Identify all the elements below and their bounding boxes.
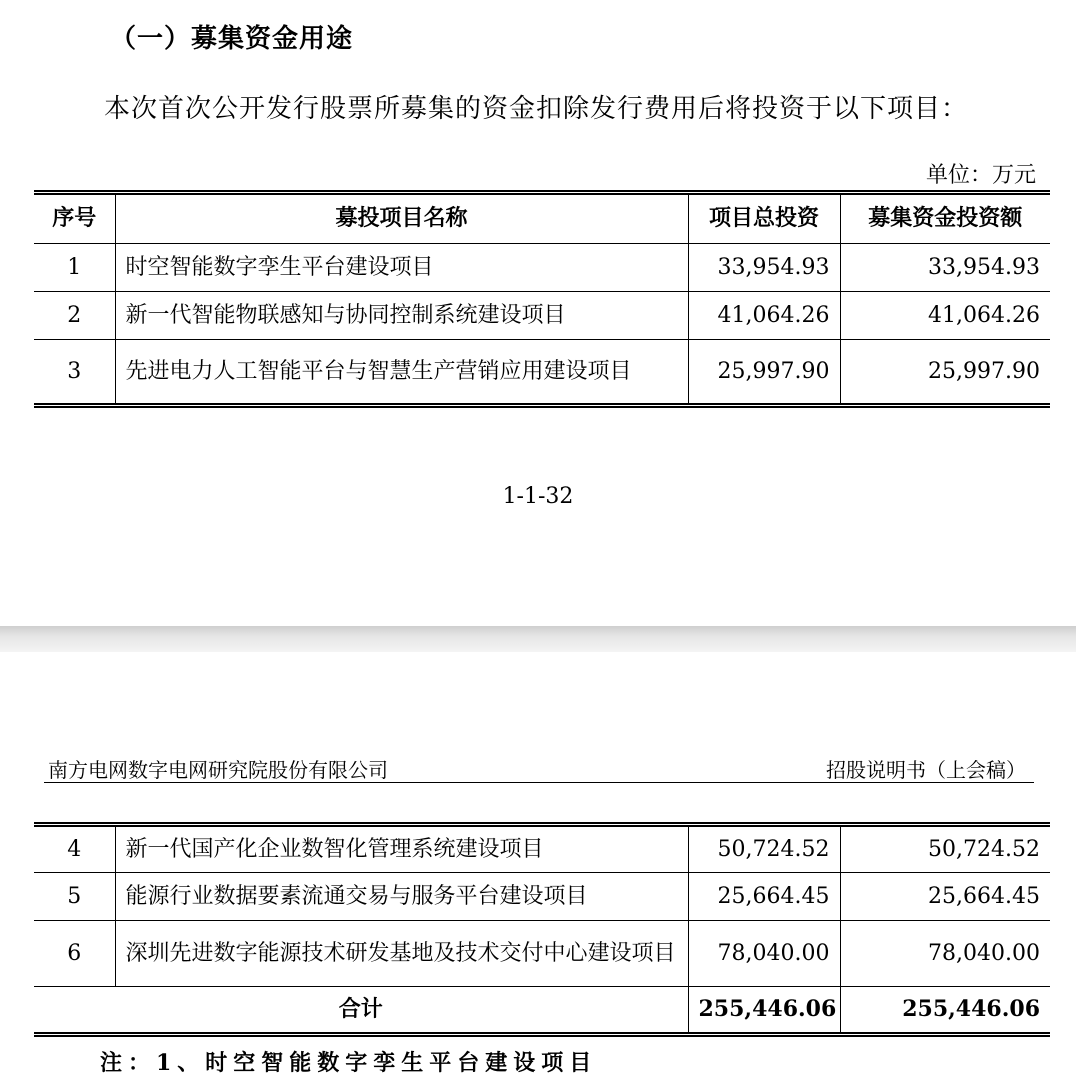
row-raised: 78,040.00 xyxy=(840,921,1050,987)
row-project-name: 先进电力人工智能平台与智慧生产营销应用建设项目 xyxy=(115,340,688,406)
intro-paragraph: 本次首次公开发行股票所募集的资金扣除发行费用后将投资于以下项目： xyxy=(104,94,969,124)
table-row xyxy=(34,873,1050,921)
row-no: 1 xyxy=(34,244,115,292)
row-total: 33,954.93 xyxy=(688,244,840,292)
row-total: 25,997.90 xyxy=(688,340,840,406)
header-rule xyxy=(44,782,1034,783)
footnote-partial: 注：1、时空智能数字孪生平台建设项目 xyxy=(100,1050,598,1076)
row-no: 3 xyxy=(34,340,115,406)
page-separator xyxy=(0,626,1076,652)
table-row xyxy=(34,292,1050,340)
row-raised: 41,064.26 xyxy=(840,292,1050,340)
header-raised-investment: 募集资金投资额 xyxy=(840,193,1050,244)
table-row xyxy=(34,921,1050,987)
row-total: 50,724.52 xyxy=(688,825,840,873)
row-raised: 25,664.45 xyxy=(840,873,1050,921)
header-document-type: 招股说明书（上会稿） xyxy=(826,758,1026,782)
row-project-name: 深圳先进数字能源技术研发基地及技术交付中心建设项目 xyxy=(115,921,688,987)
row-raised: 50,724.52 xyxy=(840,825,1050,873)
table-row xyxy=(34,825,1050,873)
row-total: 25,664.45 xyxy=(688,873,840,921)
page-number: 1-1-32 xyxy=(502,484,574,509)
row-no: 4 xyxy=(34,825,115,873)
table-row xyxy=(34,244,1050,292)
total-label: 合计 xyxy=(34,987,688,1035)
total-investment-sum: 255,446.06 xyxy=(688,987,840,1035)
row-project-name: 时空智能数字孪生平台建设项目 xyxy=(115,244,688,292)
header-company-name: 南方电网数字电网研究院股份有限公司 xyxy=(48,758,388,782)
header-total-investment: 项目总投资 xyxy=(688,193,840,244)
row-project-name: 新一代智能物联感知与协同控制系统建设项目 xyxy=(115,292,688,340)
row-no: 6 xyxy=(34,921,115,987)
table-header-row xyxy=(34,193,1050,244)
row-raised: 25,997.90 xyxy=(840,340,1050,406)
header-no: 序号 xyxy=(34,193,115,244)
header-project-name: 募投项目名称 xyxy=(115,193,688,244)
table-total-row xyxy=(34,987,1050,1035)
row-total: 78,040.00 xyxy=(688,921,840,987)
fund-usage-table-part2 xyxy=(34,822,1050,1037)
row-no: 5 xyxy=(34,873,115,921)
unit-label: 单位：万元 xyxy=(925,163,1036,188)
row-project-name: 新一代国产化企业数智化管理系统建设项目 xyxy=(115,825,688,873)
fund-usage-table-part1 xyxy=(34,190,1050,408)
row-total: 41,064.26 xyxy=(688,292,840,340)
raised-investment-sum: 255,446.06 xyxy=(840,987,1050,1035)
row-raised: 33,954.93 xyxy=(840,244,1050,292)
row-project-name: 能源行业数据要素流通交易与服务平台建设项目 xyxy=(115,873,688,921)
section-title: （一）募集资金用途 xyxy=(110,24,354,54)
table-row xyxy=(34,340,1050,406)
row-no: 2 xyxy=(34,292,115,340)
